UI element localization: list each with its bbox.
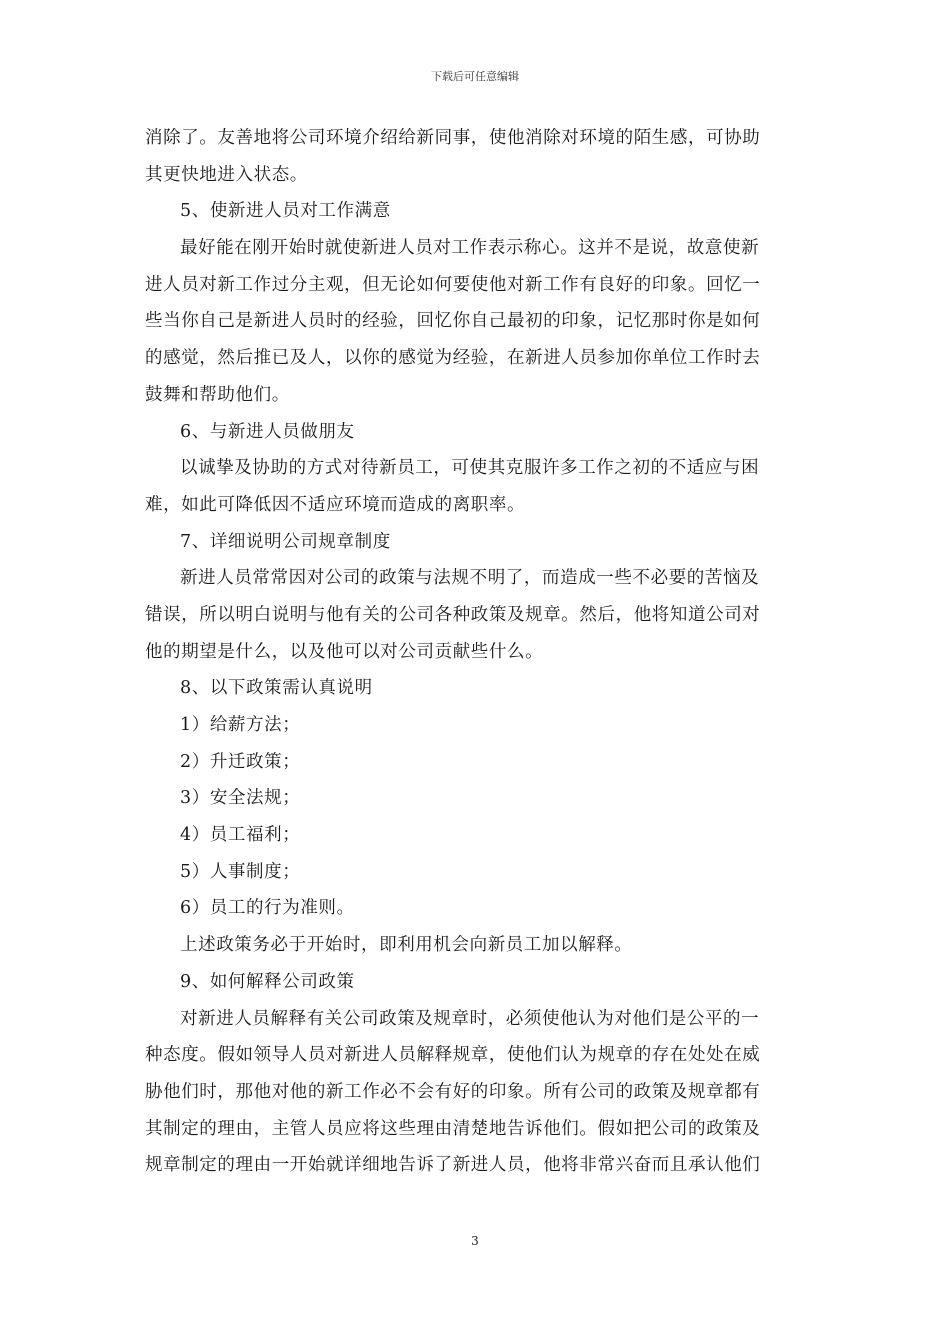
text-line: 消除了。友善地将公司环境介绍给新同事，使他消除对环境的陌生感，可协助 [145, 128, 761, 148]
text-line: 胁他们时，那他对他的新工作必不会有好的印象。所有公司的政策及规章都有 [145, 1081, 761, 1102]
text-line: 1）给薪方法； [180, 715, 301, 735]
text-line: 其更快地进入状态。 [145, 164, 308, 185]
text-line: 最好能在刚开始时就使新进人员对工作表示称心。这并不是说，故意使新 [180, 238, 760, 259]
text-line: 4）员工福利； [180, 825, 301, 846]
page-header: 下载后可任意编辑 [431, 70, 519, 83]
text-line: 其制定的理由，主管人员应将这些理由清楚地告诉他们。假如把公司的政策及 [145, 1118, 761, 1139]
text-line: 进人员对新工作过分主观，但无论如何要使他对新工作有良好的印象。回忆一 [145, 274, 761, 295]
text-line: 种态度。假如领导人员对新进人员解释规章，使他们认为规章的存在处处在威 [145, 1045, 761, 1066]
text-line: 7、详细说明公司规章制度 [180, 531, 391, 552]
text-line: 6）员工的行为准则。 [180, 898, 355, 919]
text-line: 新进人员常常因对公司的政策与法规不明了，而造成一些不必要的苦恼及 [180, 568, 760, 589]
text-line: 他的期望是什么，以及他可以对公司贡献些什么。 [145, 641, 544, 662]
text-line: 以诚挚及协助的方式对待新员工，可使其克服许多工作之初的不适应与困 [180, 458, 760, 479]
text-line: 6、与新进人员做朋友 [180, 421, 355, 442]
document-body [145, 120, 805, 1184]
text-line: 对新进人员解释有关公司政策及规章时，必须使他认为对他们是公平的一 [180, 1008, 760, 1029]
text-line: 难，如此可降低因不适应环境而造成的离职率。 [145, 494, 526, 515]
text-line: 8、以下政策需认真说明 [180, 678, 373, 699]
page-number: 3 [471, 1234, 479, 1248]
text-line: 3）安全法规； [180, 788, 301, 809]
text-line: 5）人事制度； [180, 861, 301, 882]
text-line: 2）升迁政策； [180, 751, 301, 772]
text-line: 错误，所以明白说明与他有关的公司各种政策及规章。然后，他将知道公司对 [145, 604, 761, 625]
text-line: 些当你自己是新进人员时的经验，回忆你自己最初的印象，记忆那时你是如何 [145, 311, 761, 332]
text-line: 鼓舞和帮助他们。 [145, 384, 290, 405]
text-line: 规章制定的理由一开始就详细地告诉了新进人员，他将非常兴奋而且承认他们 [145, 1155, 761, 1176]
text-line: 上述政策务必于开始时，即利用机会向新员工加以解释。 [180, 935, 633, 956]
text-line: 5、使新进人员对工作满意 [180, 201, 391, 222]
text-line: 9、如何解释公司政策 [180, 971, 355, 992]
text-line: 的感觉，然后推已及人，以你的感觉为经验，在新进人员参加你单位工作时去 [145, 348, 761, 369]
